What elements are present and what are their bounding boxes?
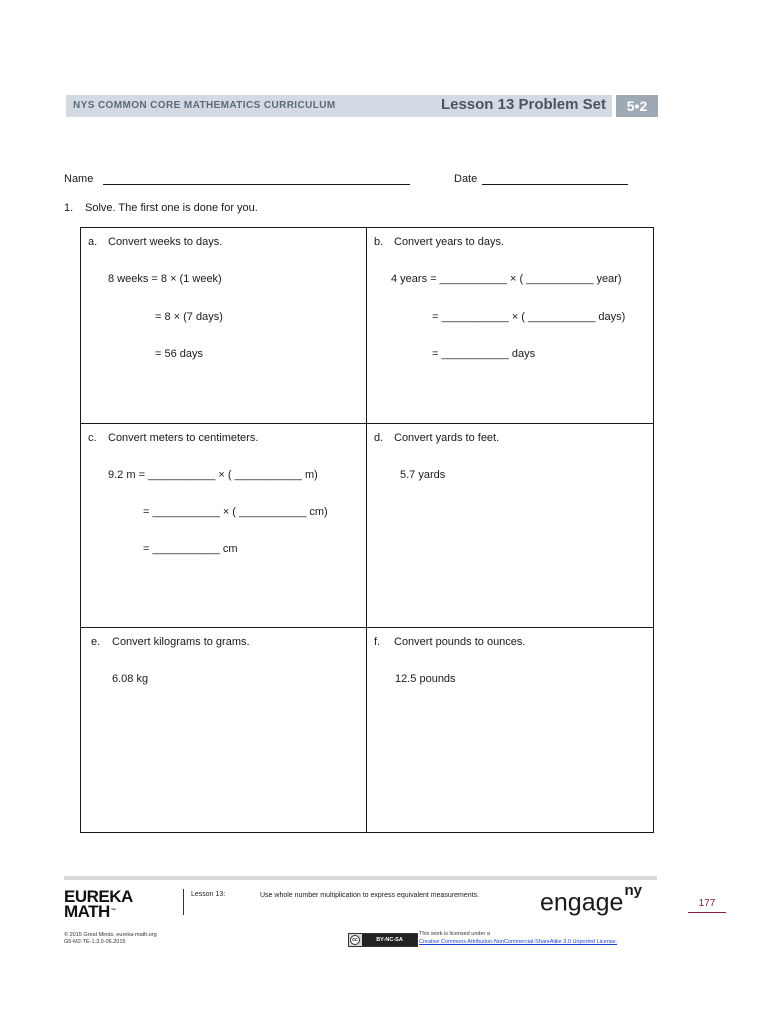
license-link[interactable]: Creative Commons Attribution-NonCommercial-ShareAlike 3.0 Unported License. — [419, 939, 618, 945]
copyright-line: © 2015 Great Minds. eureka-math.org — [64, 932, 157, 938]
cc-license-type: BY-NC-SA — [362, 934, 417, 946]
work-line: 12.5 pounds — [395, 673, 456, 685]
footer-rule — [64, 876, 657, 880]
cc-icon: cc — [350, 935, 360, 945]
problem-cell-b[interactable] — [367, 228, 653, 424]
page-number: 177 — [698, 898, 716, 909]
creative-commons-badge[interactable] — [348, 933, 418, 947]
problem-letter: b. — [374, 236, 384, 248]
work-line: 8 weeks = 8 × (1 week) — [108, 273, 222, 285]
problem-letter: d. — [374, 432, 384, 444]
problem-cell-a[interactable] — [81, 228, 367, 424]
problem-cell-c[interactable] — [81, 424, 367, 628]
engageny-logo — [540, 882, 642, 917]
work-line: 6.08 kg — [112, 673, 149, 685]
date-field[interactable] — [482, 184, 628, 185]
problem-prompt: Convert weeks to days. — [108, 236, 223, 248]
footer-divider — [183, 889, 184, 915]
trademark-symbol: ™ — [110, 908, 116, 914]
copyright-notice — [64, 932, 157, 946]
work-line: = 8 × (7 days) — [155, 311, 223, 323]
problem-prompt: Convert kilograms to grams. — [112, 636, 250, 648]
problem-letter: a. — [88, 236, 98, 248]
document-code: G5-M2-TE-1.3.0-06.2015 — [64, 939, 126, 945]
problem-letter: f. — [374, 636, 381, 648]
curriculum-title: NYS COMMON CORE MATHEMATICS CURRICULUM — [73, 100, 336, 111]
work-line: 9.2 m = ___________ × ( ___________ m) — [108, 469, 318, 481]
eureka-math-logo — [64, 889, 133, 919]
problem-cell-d[interactable] — [367, 424, 653, 628]
date-label: Date — [454, 173, 478, 185]
problem-cell-f[interactable] — [367, 628, 653, 832]
license-notice — [419, 930, 617, 946]
ny-superscript: ny — [624, 882, 642, 899]
work-line: = ___________ × ( ___________ cm) — [143, 506, 328, 518]
problem-prompt: Convert years to days. — [394, 236, 505, 248]
work-line: = ___________ × ( ___________ days) — [432, 311, 626, 323]
question-instructions: Solve. The first one is done for you. — [85, 202, 258, 214]
lesson-reference: Lesson 13: — [191, 891, 226, 898]
problem-prompt: Convert meters to centimeters. — [108, 432, 259, 444]
lesson-description: Use whole number multiplication to express equivalent measurements. — [260, 892, 480, 899]
work-line: = 56 days — [155, 348, 204, 360]
problem-prompt: Convert pounds to ounces. — [394, 636, 526, 648]
work-line: = ___________ cm — [143, 543, 238, 555]
license-intro: This work is licensed under a — [419, 931, 490, 937]
work-line: 5.7 yards — [400, 469, 446, 481]
eureka-logo-line2: MATH — [64, 902, 110, 921]
problem-cell-e[interactable] — [81, 628, 367, 832]
name-field[interactable] — [103, 184, 410, 185]
work-line: = ___________ days — [432, 348, 536, 360]
question-number: 1. — [64, 202, 74, 214]
problem-prompt: Convert yards to feet. — [394, 432, 500, 444]
lesson-title: Lesson 13 Problem Set — [440, 96, 606, 113]
eureka-logo-line1: EUREKA — [64, 887, 133, 906]
problem-letter: e. — [91, 636, 101, 648]
problem-grid — [80, 227, 654, 833]
engage-wordmark: engage — [540, 888, 624, 917]
module-badge: 5•2 — [616, 95, 658, 117]
page-number-underline — [688, 912, 726, 913]
work-line: 4 years = ___________ × ( ___________ year) — [391, 273, 622, 285]
problem-letter: c. — [88, 432, 97, 444]
name-label: Name — [64, 173, 94, 185]
